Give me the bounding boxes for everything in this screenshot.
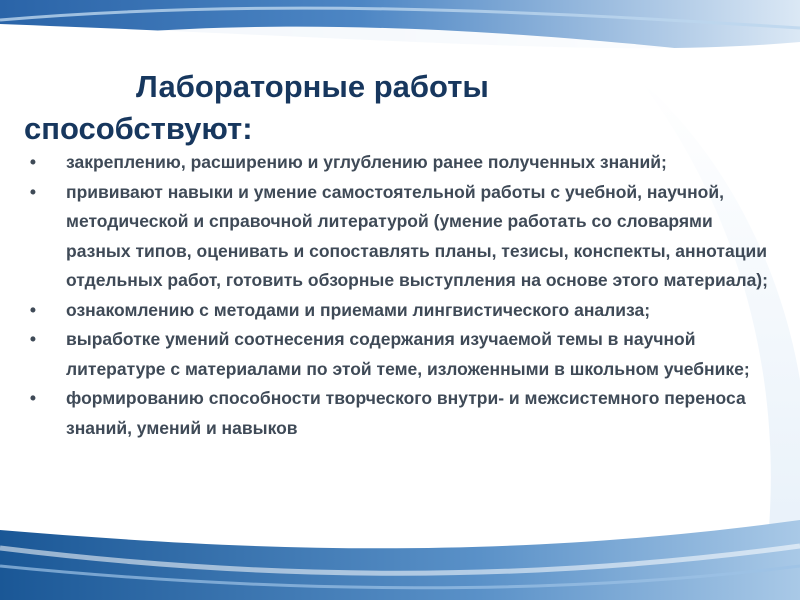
bullet-item — [26, 148, 776, 178]
bullet-dot-icon: • — [29, 152, 37, 172]
bullet-item-text: ознакомлению с методами и приемами лингвистического анализа; — [66, 299, 651, 320]
slide-title-line-1: Лабораторные работы — [136, 69, 489, 104]
bullet-dot-icon: • — [29, 388, 37, 408]
slide-title-line-2: способствуют: — [24, 111, 253, 146]
bullet-item-text: прививают навыки и умение самостоятельной работы с учебной, научной, методической и справочной литературой (умение работать со словарями разных типов, оценивать и сопоставлять планы, тезисы, конспекты, аннотации отдельных работ, готовить обзорные выступления на основе этого материала); — [66, 181, 768, 290]
bullet-dot-icon: • — [29, 181, 37, 202]
bullet-item-text: закреплению, расширению и углублению ранее полученных знаний; — [66, 152, 667, 172]
bullet-list — [26, 148, 776, 443]
bullet-item — [26, 296, 776, 326]
bullet-item-text: формированию способности творческого внутри- и межсистемного переноса знаний, умений и навыков — [66, 388, 746, 438]
bullet-dot-icon: • — [29, 299, 37, 320]
bullet-dot-icon: • — [29, 329, 37, 349]
bullet-item-text: выработке умений соотнесения содержания изучаемой темы в научной литературе с материалами по этой теме, изложенными в школьном учебнике; — [66, 329, 750, 379]
bullet-item — [26, 384, 776, 443]
slide-title — [24, 66, 584, 150]
bullet-item — [26, 325, 776, 384]
bullet-item — [26, 178, 776, 296]
